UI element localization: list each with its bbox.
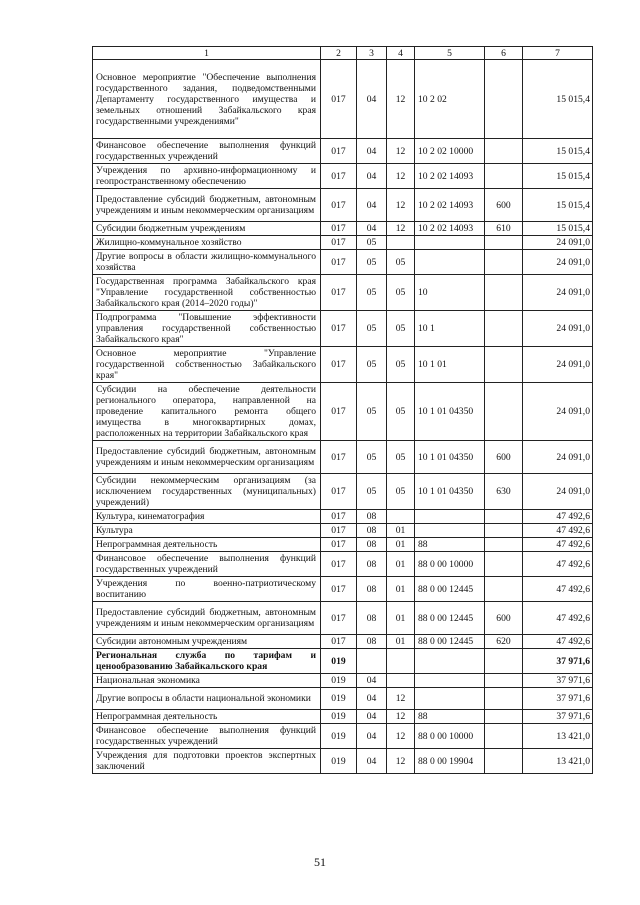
code-section-cell: 08 bbox=[357, 577, 387, 602]
code-subsection-cell: 05 bbox=[387, 275, 415, 311]
code-subsection-cell: 12 bbox=[387, 710, 415, 724]
table-header-row bbox=[93, 47, 593, 60]
table-row bbox=[93, 441, 593, 474]
amount-cell: 47 492,6 bbox=[523, 510, 593, 524]
code-expense-type-cell bbox=[485, 577, 523, 602]
code-subsection-cell: 01 bbox=[387, 635, 415, 649]
code-expense-type-cell: 600 bbox=[485, 441, 523, 474]
code-target-article-cell: 10 2 02 14093 bbox=[415, 222, 485, 236]
budget-table bbox=[92, 46, 593, 774]
code-ministry-cell: 017 bbox=[321, 538, 357, 552]
code-target-article-cell bbox=[415, 510, 485, 524]
code-expense-type-cell bbox=[485, 710, 523, 724]
table-row bbox=[93, 347, 593, 383]
column-header: 6 bbox=[485, 47, 523, 60]
code-ministry-cell: 017 bbox=[321, 524, 357, 538]
code-section-cell: 04 bbox=[357, 222, 387, 236]
column-header: 2 bbox=[321, 47, 357, 60]
code-ministry-cell: 017 bbox=[321, 383, 357, 441]
code-subsection-cell: 12 bbox=[387, 189, 415, 222]
table-row bbox=[93, 674, 593, 688]
table-row bbox=[93, 250, 593, 275]
table-row bbox=[93, 749, 593, 774]
table-row bbox=[93, 510, 593, 524]
code-expense-type-cell bbox=[485, 749, 523, 774]
row-name-cell: Субсидии некоммерческим организациям (за исключением государственных (муниципальных) учреждений) bbox=[93, 474, 321, 510]
table-row bbox=[93, 602, 593, 635]
code-section-cell bbox=[357, 649, 387, 674]
code-subsection-cell bbox=[387, 236, 415, 250]
row-name-cell: Субсидии на обеспечение деятельности регионального оператора, направленной на проведение капитального ремонта общего имущества в многоквартирных домах, расположенных на территории Забайкальского края bbox=[93, 383, 321, 441]
table-row bbox=[93, 222, 593, 236]
code-subsection-cell: 01 bbox=[387, 524, 415, 538]
amount-cell: 24 091,0 bbox=[523, 383, 593, 441]
code-expense-type-cell bbox=[485, 552, 523, 577]
code-subsection-cell: 05 bbox=[387, 383, 415, 441]
code-ministry-cell: 017 bbox=[321, 577, 357, 602]
code-target-article-cell: 88 0 00 12445 bbox=[415, 635, 485, 649]
row-name-cell: Субсидии автономным учреждениям bbox=[93, 635, 321, 649]
amount-cell: 47 492,6 bbox=[523, 602, 593, 635]
code-ministry-cell: 017 bbox=[321, 250, 357, 275]
table-row bbox=[93, 710, 593, 724]
code-ministry-cell: 019 bbox=[321, 710, 357, 724]
row-name-cell: Государственная программа Забайкальского края "Управление государственной собственностью Забайкальского края (2014–2020 годы)" bbox=[93, 275, 321, 311]
code-expense-type-cell: 620 bbox=[485, 635, 523, 649]
code-section-cell: 05 bbox=[357, 250, 387, 275]
row-name-cell: Культура, кинематография bbox=[93, 510, 321, 524]
code-ministry-cell: 017 bbox=[321, 164, 357, 189]
amount-cell: 47 492,6 bbox=[523, 524, 593, 538]
code-expense-type-cell bbox=[485, 510, 523, 524]
row-name-cell: Финансовое обеспечение выполнения функций государственных учреждений bbox=[93, 139, 321, 164]
row-name-cell: Субсидии бюджетным учреждениям bbox=[93, 222, 321, 236]
code-ministry-cell: 017 bbox=[321, 139, 357, 164]
code-expense-type-cell: 610 bbox=[485, 222, 523, 236]
code-expense-type-cell bbox=[485, 524, 523, 538]
amount-cell: 13 421,0 bbox=[523, 749, 593, 774]
code-section-cell: 08 bbox=[357, 635, 387, 649]
row-name-cell: Другие вопросы в области жилищно-коммунального хозяйства bbox=[93, 250, 321, 275]
code-section-cell: 05 bbox=[357, 311, 387, 347]
table-row bbox=[93, 236, 593, 250]
code-subsection-cell bbox=[387, 674, 415, 688]
code-expense-type-cell bbox=[485, 347, 523, 383]
code-section-cell: 04 bbox=[357, 674, 387, 688]
column-header: 1 bbox=[93, 47, 321, 60]
table-row bbox=[93, 383, 593, 441]
code-ministry-cell: 017 bbox=[321, 311, 357, 347]
table-row bbox=[93, 538, 593, 552]
code-section-cell: 04 bbox=[357, 139, 387, 164]
code-expense-type-cell bbox=[485, 164, 523, 189]
code-expense-type-cell bbox=[485, 236, 523, 250]
code-subsection-cell: 01 bbox=[387, 552, 415, 577]
code-target-article-cell: 10 2 02 14093 bbox=[415, 164, 485, 189]
code-expense-type-cell bbox=[485, 275, 523, 311]
code-section-cell: 05 bbox=[357, 236, 387, 250]
column-header: 3 bbox=[357, 47, 387, 60]
code-expense-type-cell bbox=[485, 649, 523, 674]
code-ministry-cell: 017 bbox=[321, 474, 357, 510]
code-ministry-cell: 019 bbox=[321, 749, 357, 774]
amount-cell: 24 091,0 bbox=[523, 311, 593, 347]
code-ministry-cell: 017 bbox=[321, 552, 357, 577]
row-name-cell: Финансовое обеспечение выполнения функций государственных учреждений bbox=[93, 552, 321, 577]
table-row bbox=[93, 635, 593, 649]
code-ministry-cell: 019 bbox=[321, 688, 357, 710]
amount-cell: 15 015,4 bbox=[523, 60, 593, 139]
code-ministry-cell: 017 bbox=[321, 635, 357, 649]
row-name-cell: Культура bbox=[93, 524, 321, 538]
code-target-article-cell: 10 2 02 10000 bbox=[415, 139, 485, 164]
code-target-article-cell: 10 2 02 bbox=[415, 60, 485, 139]
column-header: 5 bbox=[415, 47, 485, 60]
code-subsection-cell bbox=[387, 510, 415, 524]
code-target-article-cell: 10 1 01 04350 bbox=[415, 441, 485, 474]
table-row bbox=[93, 552, 593, 577]
code-target-article-cell: 88 0 00 12445 bbox=[415, 577, 485, 602]
column-header: 4 bbox=[387, 47, 415, 60]
amount-cell: 37 971,6 bbox=[523, 674, 593, 688]
amount-cell: 15 015,4 bbox=[523, 139, 593, 164]
code-subsection-cell bbox=[387, 649, 415, 674]
code-section-cell: 05 bbox=[357, 347, 387, 383]
row-name-cell: Региональная служба по тарифам и ценообразованию Забайкальского края bbox=[93, 649, 321, 674]
code-subsection-cell: 05 bbox=[387, 250, 415, 275]
code-subsection-cell: 12 bbox=[387, 60, 415, 139]
row-name-cell: Учреждения по архивно-информационному и геопространственному обеспечению bbox=[93, 164, 321, 189]
code-expense-type-cell: 600 bbox=[485, 602, 523, 635]
code-subsection-cell: 05 bbox=[387, 441, 415, 474]
amount-cell: 47 492,6 bbox=[523, 552, 593, 577]
code-target-article-cell bbox=[415, 649, 485, 674]
code-ministry-cell: 017 bbox=[321, 189, 357, 222]
code-target-article-cell bbox=[415, 250, 485, 275]
code-target-article-cell: 10 2 02 14093 bbox=[415, 189, 485, 222]
code-section-cell: 04 bbox=[357, 189, 387, 222]
code-target-article-cell: 10 1 01 bbox=[415, 347, 485, 383]
code-subsection-cell: 01 bbox=[387, 602, 415, 635]
row-name-cell: Основное мероприятие "Управление государственной собственностью Забайкальского края" bbox=[93, 347, 321, 383]
row-name-cell: Предоставление субсидий бюджетным, автономным учреждениям и иным некоммерческим организациям bbox=[93, 602, 321, 635]
code-subsection-cell: 05 bbox=[387, 311, 415, 347]
code-target-article-cell: 88 bbox=[415, 710, 485, 724]
table-row bbox=[93, 275, 593, 311]
code-section-cell: 08 bbox=[357, 510, 387, 524]
table-row bbox=[93, 60, 593, 139]
code-expense-type-cell bbox=[485, 688, 523, 710]
table-row bbox=[93, 688, 593, 710]
table-row bbox=[93, 311, 593, 347]
code-section-cell: 08 bbox=[357, 552, 387, 577]
code-expense-type-cell bbox=[485, 383, 523, 441]
code-subsection-cell: 05 bbox=[387, 347, 415, 383]
amount-cell: 37 971,6 bbox=[523, 688, 593, 710]
row-name-cell: Основное мероприятие "Обеспечение выполнения государственного задания, подведомственными Департаменту государственного имущества и земельных отношений Забайкальского края государственными учреждениями" bbox=[93, 60, 321, 139]
table-row bbox=[93, 724, 593, 749]
code-target-article-cell: 88 0 00 12445 bbox=[415, 602, 485, 635]
code-target-article-cell: 10 bbox=[415, 275, 485, 311]
row-name-cell: Жилищно-коммунальное хозяйство bbox=[93, 236, 321, 250]
code-expense-type-cell: 630 bbox=[485, 474, 523, 510]
amount-cell: 24 091,0 bbox=[523, 236, 593, 250]
code-ministry-cell: 017 bbox=[321, 510, 357, 524]
row-name-cell: Подпрограмма "Повышение эффективности управления государственной собственностью Забайкальского края" bbox=[93, 311, 321, 347]
code-subsection-cell: 12 bbox=[387, 164, 415, 189]
code-target-article-cell: 88 0 00 19904 bbox=[415, 749, 485, 774]
code-subsection-cell: 12 bbox=[387, 222, 415, 236]
amount-cell: 24 091,0 bbox=[523, 347, 593, 383]
code-section-cell: 04 bbox=[357, 749, 387, 774]
code-target-article-cell bbox=[415, 674, 485, 688]
row-name-cell: Учреждения для подготовки проектов экспертных заключений bbox=[93, 749, 321, 774]
code-section-cell: 04 bbox=[357, 710, 387, 724]
amount-cell: 47 492,6 bbox=[523, 538, 593, 552]
amount-cell: 37 971,6 bbox=[523, 710, 593, 724]
table-row bbox=[93, 577, 593, 602]
amount-cell: 24 091,0 bbox=[523, 441, 593, 474]
code-section-cell: 08 bbox=[357, 602, 387, 635]
amount-cell: 24 091,0 bbox=[523, 474, 593, 510]
code-subsection-cell: 12 bbox=[387, 724, 415, 749]
table-row bbox=[93, 139, 593, 164]
row-name-cell: Непрограммная деятельность bbox=[93, 710, 321, 724]
code-section-cell: 04 bbox=[357, 688, 387, 710]
code-section-cell: 04 bbox=[357, 60, 387, 139]
code-ministry-cell: 017 bbox=[321, 441, 357, 474]
code-ministry-cell: 017 bbox=[321, 275, 357, 311]
code-section-cell: 05 bbox=[357, 474, 387, 510]
code-section-cell: 08 bbox=[357, 524, 387, 538]
row-name-cell: Предоставление субсидий бюджетным, автономным учреждениям и иным некоммерческим организациям bbox=[93, 441, 321, 474]
code-target-article-cell: 88 0 00 10000 bbox=[415, 724, 485, 749]
code-subsection-cell: 12 bbox=[387, 688, 415, 710]
column-header: 7 bbox=[523, 47, 593, 60]
row-name-cell: Другие вопросы в области национальной экономики bbox=[93, 688, 321, 710]
table-row bbox=[93, 474, 593, 510]
amount-cell: 24 091,0 bbox=[523, 250, 593, 275]
table-row bbox=[93, 164, 593, 189]
amount-cell: 15 015,4 bbox=[523, 189, 593, 222]
page-number: 51 bbox=[314, 855, 326, 869]
code-section-cell: 08 bbox=[357, 538, 387, 552]
code-subsection-cell: 12 bbox=[387, 749, 415, 774]
amount-cell: 37 971,6 bbox=[523, 649, 593, 674]
code-ministry-cell: 019 bbox=[321, 724, 357, 749]
code-expense-type-cell: 600 bbox=[485, 189, 523, 222]
row-name-cell: Национальная экономика bbox=[93, 674, 321, 688]
table-row bbox=[93, 649, 593, 674]
code-expense-type-cell bbox=[485, 139, 523, 164]
code-ministry-cell: 019 bbox=[321, 674, 357, 688]
code-target-article-cell: 10 1 01 04350 bbox=[415, 474, 485, 510]
row-name-cell: Непрограммная деятельность bbox=[93, 538, 321, 552]
amount-cell: 47 492,6 bbox=[523, 577, 593, 602]
code-section-cell: 05 bbox=[357, 383, 387, 441]
code-ministry-cell: 017 bbox=[321, 60, 357, 139]
amount-cell: 15 015,4 bbox=[523, 164, 593, 189]
table-row bbox=[93, 189, 593, 222]
code-subsection-cell: 12 bbox=[387, 139, 415, 164]
code-ministry-cell: 017 bbox=[321, 236, 357, 250]
code-ministry-cell: 017 bbox=[321, 347, 357, 383]
code-target-article-cell: 10 1 bbox=[415, 311, 485, 347]
code-expense-type-cell bbox=[485, 724, 523, 749]
code-ministry-cell: 019 bbox=[321, 649, 357, 674]
code-target-article-cell: 88 bbox=[415, 538, 485, 552]
code-section-cell: 05 bbox=[357, 441, 387, 474]
code-section-cell: 05 bbox=[357, 275, 387, 311]
code-target-article-cell: 10 1 01 04350 bbox=[415, 383, 485, 441]
code-subsection-cell: 01 bbox=[387, 538, 415, 552]
code-section-cell: 04 bbox=[357, 164, 387, 189]
code-expense-type-cell bbox=[485, 250, 523, 275]
code-target-article-cell bbox=[415, 236, 485, 250]
code-expense-type-cell bbox=[485, 674, 523, 688]
code-ministry-cell: 017 bbox=[321, 602, 357, 635]
code-target-article-cell: 88 0 00 10000 bbox=[415, 552, 485, 577]
code-target-article-cell bbox=[415, 688, 485, 710]
code-subsection-cell: 05 bbox=[387, 474, 415, 510]
table-row bbox=[93, 524, 593, 538]
code-ministry-cell: 017 bbox=[321, 222, 357, 236]
amount-cell: 24 091,0 bbox=[523, 275, 593, 311]
row-name-cell: Учреждения по военно-патриотическому воспитанию bbox=[93, 577, 321, 602]
amount-cell: 15 015,4 bbox=[523, 222, 593, 236]
amount-cell: 47 492,6 bbox=[523, 635, 593, 649]
row-name-cell: Финансовое обеспечение выполнения функций государственных учреждений bbox=[93, 724, 321, 749]
code-target-article-cell bbox=[415, 524, 485, 538]
code-expense-type-cell bbox=[485, 60, 523, 139]
code-section-cell: 04 bbox=[357, 724, 387, 749]
code-expense-type-cell bbox=[485, 311, 523, 347]
code-expense-type-cell bbox=[485, 538, 523, 552]
amount-cell: 13 421,0 bbox=[523, 724, 593, 749]
row-name-cell: Предоставление субсидий бюджетным, автономным учреждениям и иным некоммерческим организациям bbox=[93, 189, 321, 222]
code-subsection-cell: 01 bbox=[387, 577, 415, 602]
